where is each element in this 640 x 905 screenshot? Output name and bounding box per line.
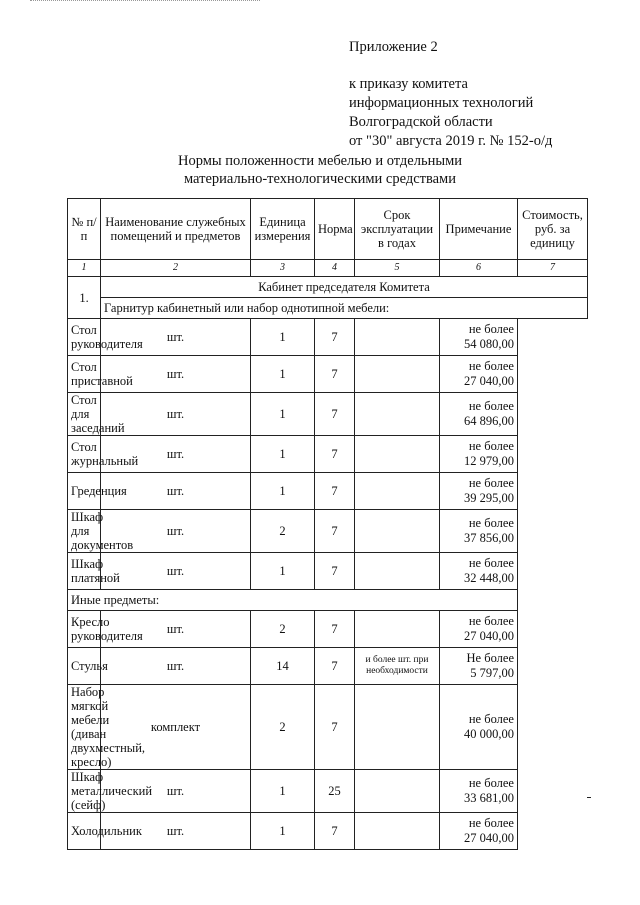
item-cost-value: 27 040,00 <box>464 831 514 845</box>
item-note <box>355 319 440 356</box>
item-cost-prefix: не более <box>468 322 514 336</box>
item-cost <box>440 611 518 648</box>
table-row <box>68 648 588 685</box>
item-name: Стулья <box>68 648 101 685</box>
item-cost-value: 37 856,00 <box>464 531 514 545</box>
table-row <box>68 553 588 590</box>
item-unit: шт. <box>101 356 251 393</box>
header-norm: Норма <box>315 199 355 260</box>
item-cost-value: 5 797,00 <box>470 666 514 680</box>
column-number: 7 <box>518 260 588 277</box>
item-cost <box>440 813 518 850</box>
item-term: 7 <box>315 356 355 393</box>
header-term: Срок эксплуатации в годах <box>355 199 440 260</box>
item-norm: 1 <box>251 319 315 356</box>
table-row <box>68 813 588 850</box>
column-number-row <box>68 260 588 277</box>
column-number: 2 <box>101 260 251 277</box>
item-term: 7 <box>315 510 355 553</box>
item-note <box>355 510 440 553</box>
item-name: Стол руководителя <box>68 319 101 356</box>
item-name: Греденция <box>68 473 101 510</box>
item-cost-value: 39 295,00 <box>464 491 514 505</box>
appendix-line: информационных технологий <box>349 95 534 111</box>
item-cost-value: 54 080,00 <box>464 337 514 351</box>
item-cost-prefix: не более <box>468 556 514 570</box>
group-title: Гарнитур кабинетный или набор однотипной мебели: <box>101 298 588 319</box>
item-term: 7 <box>315 611 355 648</box>
item-cost <box>440 356 518 393</box>
item-norm: 14 <box>251 648 315 685</box>
item-cost <box>440 393 518 436</box>
item-name: Набор мягкой мебели (диван двухместный, кресло) <box>68 685 101 770</box>
margin-tick-mark <box>587 797 591 798</box>
item-cost <box>440 436 518 473</box>
group-row <box>68 590 588 611</box>
item-note <box>355 393 440 436</box>
item-note <box>355 436 440 473</box>
item-norm: 2 <box>251 510 315 553</box>
column-number: 3 <box>251 260 315 277</box>
item-cost-value: 33 681,00 <box>464 791 514 805</box>
table-row <box>68 770 588 813</box>
item-cost-prefix: не более <box>468 399 514 413</box>
section-number: 1. <box>68 277 101 319</box>
item-cost-value: 27 040,00 <box>464 629 514 643</box>
table-row <box>68 356 588 393</box>
item-note <box>355 685 440 770</box>
item-cost <box>440 685 518 770</box>
item-unit: комплект <box>101 685 251 770</box>
item-name: Стол приставной <box>68 356 101 393</box>
item-note <box>355 770 440 813</box>
group-row <box>68 298 588 319</box>
heading-line-1: Нормы положенности мебелью и отдельными <box>177 153 463 169</box>
item-cost <box>440 648 518 685</box>
header-row <box>68 199 588 260</box>
item-name: Стол журнальный <box>68 436 101 473</box>
item-norm: 1 <box>251 436 315 473</box>
header-name: Наименование служебных помещений и предметов <box>101 199 251 260</box>
scan-artifact-line <box>30 0 260 3</box>
item-term: 7 <box>315 319 355 356</box>
item-note <box>355 473 440 510</box>
item-term: 7 <box>315 648 355 685</box>
header-num: № п/п <box>68 199 101 260</box>
item-norm: 2 <box>251 611 315 648</box>
item-term: 7 <box>315 813 355 850</box>
item-cost-value: 64 896,00 <box>464 414 514 428</box>
item-norm: 1 <box>251 356 315 393</box>
header-cost: Стоимость, руб. за единицу <box>518 199 588 260</box>
table-row <box>68 393 588 436</box>
item-name: Кресло руководителя <box>68 611 101 648</box>
column-number: 6 <box>440 260 518 277</box>
item-term: 7 <box>315 685 355 770</box>
item-term: 7 <box>315 553 355 590</box>
item-norm: 1 <box>251 770 315 813</box>
item-term: 7 <box>315 393 355 436</box>
item-cost <box>440 770 518 813</box>
item-cost-value: 27 040,00 <box>464 374 514 388</box>
item-unit: шт. <box>101 473 251 510</box>
item-unit: шт. <box>101 436 251 473</box>
item-cost-prefix: Не более <box>466 651 514 665</box>
item-unit: шт. <box>101 611 251 648</box>
item-unit: шт. <box>101 648 251 685</box>
item-unit: шт. <box>101 553 251 590</box>
item-cost <box>440 553 518 590</box>
item-cost-prefix: не более <box>468 776 514 790</box>
table-row <box>68 436 588 473</box>
item-cost <box>440 473 518 510</box>
item-note <box>355 611 440 648</box>
appendix-line: к приказу комитета <box>349 76 468 92</box>
item-name: Холодильник <box>68 813 101 850</box>
header-unit: Единица измерения <box>251 199 315 260</box>
item-norm: 1 <box>251 473 315 510</box>
table-row <box>68 685 588 770</box>
table-row <box>68 473 588 510</box>
header-note: Примечание <box>440 199 518 260</box>
norms-table <box>67 198 588 850</box>
item-cost <box>440 319 518 356</box>
item-cost-value: 40 000,00 <box>464 727 514 741</box>
item-unit: шт. <box>101 393 251 436</box>
item-name: Шкаф металлический (сейф) <box>68 770 101 813</box>
heading-line-2: материально-технологическими средствами <box>183 171 456 187</box>
item-norm: 1 <box>251 553 315 590</box>
column-number: 4 <box>315 260 355 277</box>
item-unit: шт. <box>101 319 251 356</box>
item-norm: 2 <box>251 685 315 770</box>
item-cost-prefix: не более <box>468 359 514 373</box>
appendix-block <box>349 38 552 151</box>
item-note <box>355 356 440 393</box>
appendix-title: Приложение 2 <box>349 39 438 55</box>
item-cost-prefix: не более <box>468 439 514 453</box>
item-unit: шт. <box>101 510 251 553</box>
item-unit: шт. <box>101 770 251 813</box>
item-note <box>355 553 440 590</box>
table-row <box>68 611 588 648</box>
group-title: Иные предметы: <box>68 590 518 611</box>
table-row <box>68 510 588 553</box>
item-cost-prefix: не более <box>468 614 514 628</box>
item-unit: шт. <box>101 813 251 850</box>
item-term: 7 <box>315 473 355 510</box>
item-term: 25 <box>315 770 355 813</box>
item-cost-value: 32 448,00 <box>464 571 514 585</box>
item-norm: 1 <box>251 813 315 850</box>
appendix-line: от "30" августа 2019 г. № 152-о/д <box>349 133 553 149</box>
column-number: 1 <box>68 260 101 277</box>
section-title: Кабинет председателя Комитета <box>101 277 588 298</box>
table-row <box>68 319 588 356</box>
item-cost-prefix: не более <box>468 712 514 726</box>
item-cost-prefix: не более <box>468 516 514 530</box>
item-cost-value: 12 979,00 <box>464 454 514 468</box>
column-number: 5 <box>355 260 440 277</box>
item-term: 7 <box>315 436 355 473</box>
item-cost-prefix: не более <box>468 476 514 490</box>
section-row <box>68 277 588 298</box>
appendix-line: Волгоградской области <box>349 114 493 130</box>
item-cost <box>440 510 518 553</box>
document-heading <box>0 152 640 188</box>
item-cost-prefix: не более <box>468 816 514 830</box>
item-note <box>355 813 440 850</box>
item-norm: 1 <box>251 393 315 436</box>
item-name: Шкаф платяной <box>68 553 101 590</box>
item-name: Стол для заседаний <box>68 393 101 436</box>
item-name: Шкаф для документов <box>68 510 101 553</box>
item-note: и более шт. при необходимости <box>355 648 440 685</box>
